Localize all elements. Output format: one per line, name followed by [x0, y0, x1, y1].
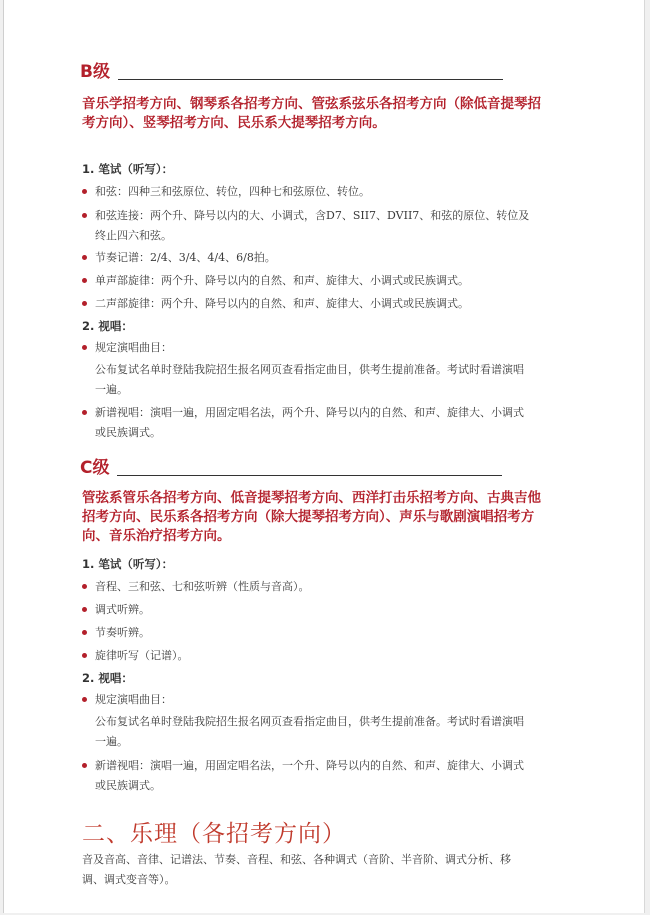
list-item: 和弦：四种三和弦原位、转位，四种七和弦原位、转位。	[82, 182, 530, 202]
bullet-icon	[82, 607, 87, 612]
bullet-icon	[82, 630, 87, 635]
paragraph: 公布复试名单时登陆我院招生报名网页查看指定曲目，供考生提前准备。考试时看谱演唱一遍。	[95, 363, 524, 396]
list-item: 规定演唱曲目：	[82, 690, 530, 710]
document-page	[3, 0, 645, 913]
bullet-icon	[82, 278, 87, 283]
heading-rule	[118, 79, 503, 80]
list-item: 新谱视唱：演唱一遍，用固定唱名法，两个升、降号以内的自然、和声、旋律大、小调式或民族调式。	[82, 403, 530, 443]
bullet-icon	[82, 189, 87, 194]
list-item: 节奏听辨。	[82, 623, 530, 643]
bullet-icon	[82, 410, 87, 415]
bullet-icon	[82, 584, 87, 589]
grade-b-heading	[80, 62, 503, 82]
grade-c-label: C级	[80, 458, 110, 478]
list-item: 二声部旋律：两个升、降号以内的自然、和声、旋律大、小调式或民族调式。	[82, 294, 530, 314]
list-item: 单声部旋律：两个升、降号以内的自然、和声、旋律大、小调式或民族调式。	[82, 271, 530, 291]
grade-c-directions: 管弦系管乐各招考方向、低音提琴招考方向、西洋打击乐招考方向、古典吉他招考方向、民乐系各招考方向（除大提琴招考方向）、声乐与歌剧演唱招考方向、音乐治疗招考方向。	[82, 490, 541, 544]
section-title-theory: 二、乐理（各招考方向）	[82, 821, 346, 847]
paragraph: 公布复试名单时登陆我院招生报名网页查看指定曲目，供考生提前准备。考试时看谱演唱一遍。	[95, 715, 524, 748]
bullet-icon	[82, 697, 87, 702]
grade-c-sight-title: 2. 视唱：	[82, 671, 133, 685]
list-item: 调式听辨。	[82, 600, 530, 620]
list-item: 和弦连接：两个升、降号以内的大、小调式，含D7、SII7、DVII7、和弦的原位、转位及终止四六和弦。	[82, 206, 530, 246]
list-item: 规定演唱曲目：	[82, 338, 530, 358]
list-item: 新谱视唱：演唱一遍，用固定唱名法，一个升、降号以内的自然、和声、旋律大、小调式或民族调式。	[82, 756, 530, 796]
bullet-icon	[82, 255, 87, 260]
grade-c-written-title: 1. 笔试（听写）：	[82, 557, 174, 571]
heading-rule	[117, 475, 502, 476]
grade-b-directions: 音乐学招考方向、钢琴系各招考方向、管弦系弦乐各招考方向（除低音提琴招考方向）、竖琴招考方向、民乐系大提琴招考方向。	[82, 96, 541, 131]
theory-paragraph: 音及音高、音律、记谱法、节奏、音程、和弦、各种调式（音阶、半音阶、调式分析、移调、调式变音等）。	[82, 853, 511, 886]
bullet-icon	[82, 345, 87, 350]
bullet-icon	[82, 653, 87, 658]
grade-b-label: B级	[80, 62, 110, 82]
grade-c-heading	[80, 458, 502, 478]
bullet-icon	[82, 213, 87, 218]
bullet-icon	[82, 301, 87, 306]
grade-b-written-title: 1. 笔试（听写）：	[82, 162, 174, 176]
grade-b-sight-title: 2. 视唱：	[82, 319, 133, 333]
list-item: 旋律听写（记谱）。	[82, 646, 530, 666]
list-item: 音程、三和弦、七和弦听辨（性质与音高）。	[82, 577, 530, 597]
list-item: 节奏记谱：2/4、3/4、4/4、6/8拍。	[82, 248, 530, 268]
bullet-icon	[82, 763, 87, 768]
